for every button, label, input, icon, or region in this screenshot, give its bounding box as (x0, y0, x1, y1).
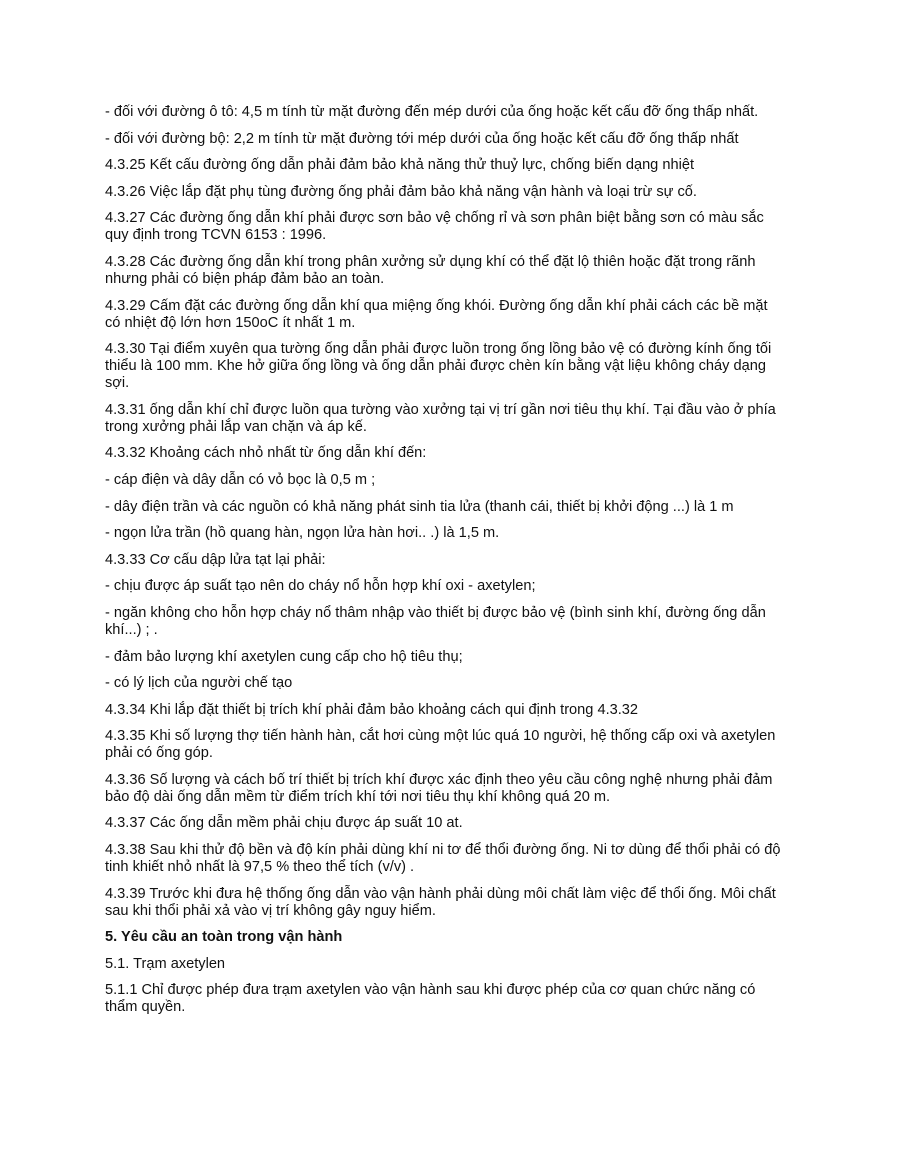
paragraph: 4.3.36 Số lượng và cách bố trí thiết bị trích khí được xác định theo yêu cầu công nghệ nhưng phải đảm bảo độ dài ống dẫn mềm từ điểm trích khí tới nơi tiêu thụ khí không quá 20 m. (105, 771, 773, 805)
paragraph: 4.3.28 Các đường ống dẫn khí trong phân xưởng sử dụng khí có thể đặt lộ thiên hoặc đặt trong rãnh nhưng phải có biện pháp đảm bảo an toàn. (105, 253, 756, 287)
paragraph: 4.3.30 Tại điểm xuyên qua tường ống dẫn phải được luồn trong ống lồng bảo vệ có đường kính ống tối thiểu là 100 mm. Khe hở giữa ống lồng và ống dẫn phải được chèn kín bằng vật liệu không cháy dạng sợi. (105, 341, 772, 392)
paragraph: 4.3.27 Các đường ống dẫn khí phải được sơn bảo vệ chống rỉ và sơn phân biệt bằng sơn có màu sắc quy định trong TCVN 6153 : 1996. (105, 210, 764, 244)
paragraph: - cáp điện và dây dẫn có vỏ bọc là 0,5 m ; (105, 471, 376, 488)
paragraph: 4.3.29 Cấm đặt các đường ống dẫn khí qua miệng ống khói. Đường ống dẫn khí phải cách các bề mặt có nhiệt độ lớn hơn 150oC ít nhất 1 m. (105, 297, 768, 331)
paragraph: 5.1. Trạm axetylen (105, 955, 226, 972)
paragraph: 4.3.39 Trước khi đưa hệ thống ống dẫn vào vận hành phải dùng môi chất làm việc để thổi ống. Môi chất sau khi thổi phải xả vào vị trí không gây nguy hiểm. (105, 885, 776, 919)
paragraph: - chịu được áp suất tạo nên do cháy nổ hỗn hợp khí oxi - axetylen; (105, 578, 536, 595)
paragraph: 5.1.1 Chỉ được phép đưa trạm axetylen vào vận hành sau khi được phép của cơ quan chức năng có thẩm quyền. (105, 982, 756, 1016)
paragraph: - ngọn lửa trần (hồ quang hàn, ngọn lửa hàn hơi.. .) là 1,5 m. (105, 525, 500, 542)
paragraph: - dây điện trần và các nguồn có khả năng phát sinh tia lửa (thanh cái, thiết bị khởi động ...) là 1 m (105, 498, 734, 515)
paragraph: 4.3.34 Khi lắp đặt thiết bị trích khí phải đảm bảo khoảng cách qui định trong 4.3.32 (105, 701, 639, 718)
paragraph: 4.3.26 Việc lắp đặt phụ tùng đường ống phải đảm bảo khả năng vận hành và loại trừ sự cố. (105, 183, 697, 200)
paragraph: 4.3.32 Khoảng cách nhỏ nhất từ ống dẫn khí đến: (105, 445, 427, 462)
paragraph: - đối với đường bộ: 2,2 m tính từ mặt đường tới mép dưới của ống hoặc kết cấu đỡ ống thấp nhất (105, 130, 739, 147)
paragraph: 4.3.31 ống dẫn khí chỉ được luồn qua tường vào xưởng tại vị trí gần nơi tiêu thụ khí. Tại đầu vào ở phía trong xưởng phải lắp van chặn và áp kế. (105, 401, 776, 435)
paragraph: - có lý lịch của người chế tạo (105, 675, 293, 692)
paragraph: 4.3.37 Các ống dẫn mềm phải chịu được áp suất 10 at. (105, 815, 463, 832)
section-heading: 5. Yêu cầu an toàn trong vận hành (105, 929, 343, 946)
paragraph: 4.3.25 Kết cấu đường ống dẫn phải đảm bảo khả năng thử thuỷ lực, chống biến dạng nhiệt (105, 157, 695, 174)
paragraph: - đối với đường ô tô: 4,5 m tính từ mặt đường đến mép dưới của ống hoặc kết cấu đỡ ống thấp nhất. (105, 104, 759, 120)
paragraph: 4.3.38 Sau khi thử độ bền và độ kín phải dùng khí ni tơ để thổi đường ống. Ni tơ dùng để thổi phải có độ tinh khiết nhỏ nhất là 97,5 % theo thể tích (v/v) . (105, 842, 781, 876)
document-page (105, 104, 785, 1026)
paragraph: 4.3.33 Cơ cấu dập lửa tạt lại phải: (105, 551, 326, 568)
paragraph: - ngăn không cho hỗn hợp cháy nổ thâm nhập vào thiết bị được bảo vệ (bình sinh khí, đường ống dẫn khí...) ; . (105, 604, 766, 638)
paragraph: - đảm bảo lượng khí axetylen cung cấp cho hộ tiêu thụ; (105, 648, 463, 665)
paragraph: 4.3.35 Khi số lượng thợ tiến hành hàn, cắt hơi cùng một lúc quá 10 người, hệ thống cấp oxi và axetylen phải có ống góp. (105, 728, 776, 762)
